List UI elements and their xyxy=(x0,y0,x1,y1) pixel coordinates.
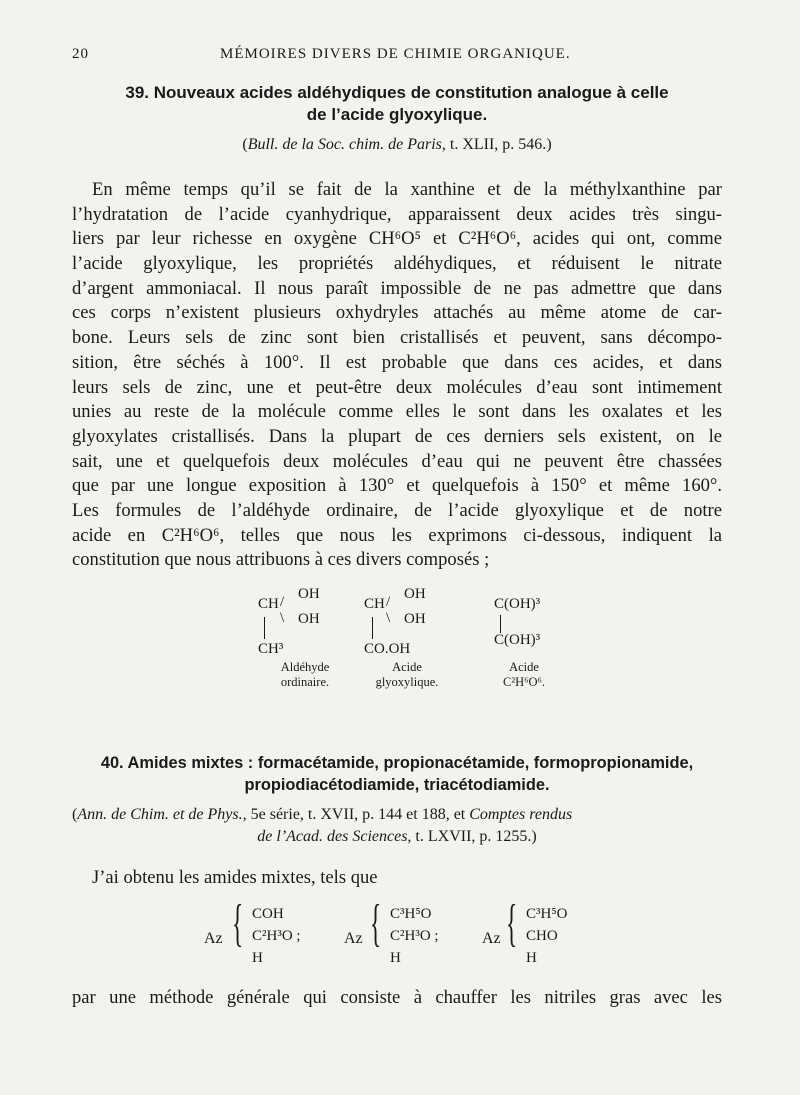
formula-line: CO.OH xyxy=(364,641,411,657)
section-40-reference-line-1: (Ann. de Chim. et de Phys., 5e série, t. XVII, p. 144 et 188, et Comptes rendus xyxy=(72,806,573,823)
section-40-reference-journal: Ann. de Chim. et de Phys., xyxy=(77,806,247,823)
formula-line: OH xyxy=(404,611,426,627)
label-line: Aldéhyde xyxy=(280,660,330,674)
section-39-reference-volume: t. XLII, p. 546. xyxy=(445,136,547,153)
formula-line: C(OH)³ xyxy=(494,632,541,648)
amide-row: C²H³O ; xyxy=(252,928,301,944)
label-line: Acide xyxy=(509,660,539,674)
formula-glyoxylic-label xyxy=(352,660,462,690)
amide-row: C³H⁵O xyxy=(526,906,568,922)
paragraph-line: l’hydratation de l’acide cyanhydrique, apparaissent deux acides très singu- xyxy=(72,203,722,225)
az-symbol: Az xyxy=(344,930,363,947)
amide-row: C³H⁵O xyxy=(390,906,432,922)
label-line: ordinaire. xyxy=(280,675,330,689)
label-line: glyoxylique. xyxy=(375,675,439,689)
running-header xyxy=(72,46,722,66)
paragraph-line: acide en C²H⁶O⁶, telles que nous les exprimons ci-dessous, indiquent la xyxy=(72,524,722,546)
paragraph-line: sition, être séchés à 100°. Il est probable que dans ces acides, et dans xyxy=(72,351,722,373)
section-40-reference-volume: t. LXVII, p. 1255. xyxy=(411,828,532,845)
paragraph-line: sait, une et quelquefois deux molécules d’eau qui ne peuvent être chassées xyxy=(72,450,722,472)
paragraph-line: glyoxylates cristallisés. Dans la plupart de ces derniers sels existent, on le xyxy=(72,425,722,447)
paragraph-line: unies au reste de la molécule comme elles le sont dans les oxalates et les xyxy=(72,401,722,423)
paragraph-line: leurs sels de zinc, une et peut-être deux molécules d’eau sont intimement xyxy=(72,376,722,398)
bond-vertical xyxy=(372,617,373,639)
brace-icon: { xyxy=(232,895,244,952)
bond-up: / xyxy=(280,594,285,610)
section-40-title-line-1: 40. Amides mixtes : formacétamide, propionacétamide, formopropionamide, xyxy=(100,754,694,772)
intro-text: J’ai obtenu les amides mixtes, tels que xyxy=(92,867,378,888)
bond-down: \ xyxy=(386,610,391,626)
page-number: 20 xyxy=(72,46,89,62)
paragraph-line: que par une longue exposition à 130° et quelquefois à 150° et même 160°. xyxy=(72,475,722,497)
formula-line: OH xyxy=(298,611,320,627)
paragraph-line: bone. Leurs sels de zinc sont bien cristallisés et peuvent, sans décompo- xyxy=(72,327,722,349)
section-40-title-line-2: propiodiacétodiamide, triacétodiamide. xyxy=(244,776,550,794)
formula-line: OH xyxy=(404,586,426,602)
section-39-title-line-1: 39. Nouveaux acides aldéhydiques de constitution analogue à celle xyxy=(125,83,669,102)
section-40-reference-comptes: Comptes rendus xyxy=(469,806,573,823)
label-line: Acide xyxy=(392,660,422,674)
section-39-reference: (Bull. de la Soc. chim. de Paris, t. XLII, p. 546.) xyxy=(242,136,552,153)
section-40-reference-academy: de l’Acad. des Sciences, xyxy=(257,828,412,845)
az-symbol: Az xyxy=(482,930,501,947)
paragraph-line: ces corps n’existent plusieurs oxhydryles attachés au même atome de car- xyxy=(72,302,722,324)
section-39-reference-journal: Bull. de la Soc. chim. de Paris, xyxy=(247,136,446,153)
bond-down: \ xyxy=(280,610,285,626)
paragraph-line: En même temps qu’il se fait de la xanthine et de la méthylxanthine par xyxy=(92,179,722,200)
section-40-last-line xyxy=(72,986,722,1011)
formula-line: OH xyxy=(298,586,320,602)
amide-row: H xyxy=(526,950,537,966)
formula-aldehyde-label xyxy=(250,660,360,690)
bond-up: / xyxy=(386,594,391,610)
brace-icon: { xyxy=(370,895,382,952)
paragraph-line: constitution que nous attribuons à ces divers composés ; xyxy=(72,549,490,571)
amide-row: H xyxy=(252,950,263,966)
bond-vertical xyxy=(264,617,265,639)
paragraph-line: d’argent ammoniacal. Il nous paraît impossible de ne pas admettre que dans xyxy=(72,277,722,299)
amide-row: C²H³O ; xyxy=(390,928,439,944)
label-line: C²H⁶O⁶. xyxy=(503,675,545,689)
amide-row: H xyxy=(390,950,401,966)
section-39-title-line-2: de l’acide glyoxylique. xyxy=(306,105,488,124)
formula-line: C(OH)³ xyxy=(494,596,541,612)
section-39-paragraph xyxy=(72,178,722,573)
formula-line: CH xyxy=(364,596,385,612)
paragraph-line: liers par leur richesse en oxygène CH⁶O⁵ et C²H⁶O⁶, acides qui ont, comme xyxy=(72,228,722,250)
paragraph-line: l’acide glyoxylique, les propriétés aldéhydiques, et réduisent le nitrate xyxy=(72,253,722,275)
section-40-reference-pages: 5e série, t. XVII, p. 144 et 188, et xyxy=(246,806,470,823)
running-title: MÉMOIRES DIVERS DE CHIMIE ORGANIQUE. xyxy=(220,46,571,62)
az-symbol: Az xyxy=(204,930,223,947)
formula-acid-c2h6o6-label xyxy=(474,660,574,690)
paragraph-line: par une méthode générale qui consiste à chauffer les nitriles gras avec les xyxy=(72,987,722,1008)
formula-line: CH³ xyxy=(258,641,284,657)
amide-row: COH xyxy=(252,906,284,922)
brace-icon: { xyxy=(506,895,518,952)
amide-row: CHO xyxy=(526,928,558,944)
paragraph-line: Les formules de l’aldéhyde ordinaire, de l’acide glyoxylique et de notre xyxy=(72,499,722,521)
section-40-reference-line-2: de l’Acad. des Sciences, t. LXVII, p. 1255.) xyxy=(257,828,537,845)
formula-line: CH xyxy=(258,596,279,612)
section-40-intro xyxy=(72,866,722,891)
